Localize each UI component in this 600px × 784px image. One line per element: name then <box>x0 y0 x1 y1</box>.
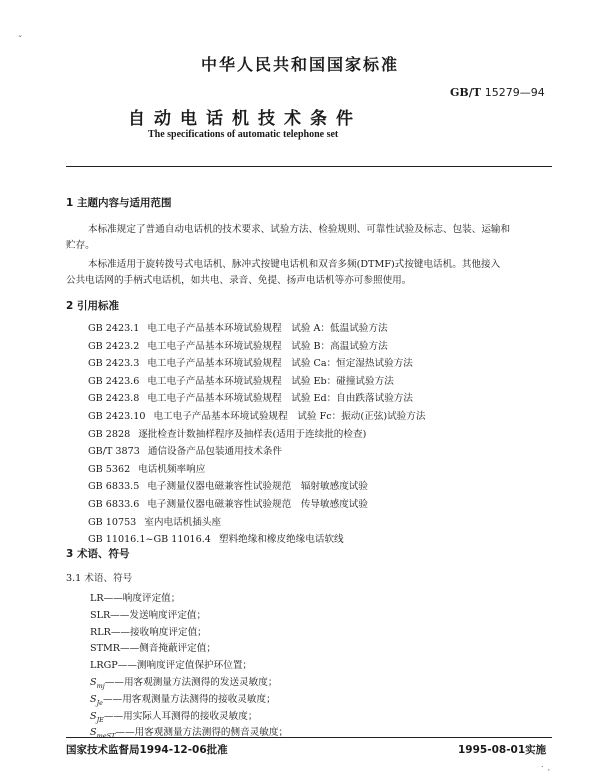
term-definition: ——发送响度评定值； <box>110 609 207 621</box>
term-item <box>90 624 207 638</box>
standard-code: 15279—94 <box>484 86 545 99</box>
reference-title: 电工电子产品基本环境试验规程 试验 Fc：振动(正弦)试验方法 <box>153 411 426 422</box>
reference-title: 电工电子产品基本环境试验规程 试验 Eb：碰撞试验方法 <box>147 375 394 387</box>
reference-item <box>88 390 413 404</box>
scan-mark-bottom: ˙ · <box>540 766 551 776</box>
reference-code: GB 6833.5 <box>88 481 140 493</box>
term-symbol: LRGP <box>90 660 118 672</box>
header-rule <box>66 166 552 167</box>
approval-date: 国家技术监督局1994-12-06批准 <box>66 744 228 756</box>
reference-title: 电话机频率响应 <box>138 463 206 475</box>
term-item <box>90 590 180 604</box>
term-subscript: mj <box>96 681 105 690</box>
reference-title: 逐批检查计数抽样程序及抽样表(适用于连续批的检查) <box>138 428 367 440</box>
section2-heading: 2 引用标准 <box>66 300 119 312</box>
section1-heading: 1 主题内容与适用范围 <box>66 197 172 209</box>
reference-item <box>88 531 344 545</box>
reference-code: GB 2828 <box>88 428 131 440</box>
reference-code: GB 2423.8 <box>88 393 140 405</box>
reference-code: GB/T 3873 <box>88 446 140 458</box>
reference-code: GB 2423.1 <box>88 323 140 334</box>
reference-title: 电工电子产品基本环境试验规程 试验 A：低温试验方法 <box>147 323 388 334</box>
term-item <box>90 691 276 707</box>
reference-title: 电工电子产品基本环境试验规程 试验 B：高温试验方法 <box>147 340 388 352</box>
term-item <box>90 708 257 724</box>
effective-date: 1995-08-01实施 <box>458 744 547 756</box>
term-subscript: meST <box>96 732 116 741</box>
reference-item <box>88 461 205 475</box>
term-definition: ——响度评定值； <box>103 593 181 604</box>
reference-item <box>88 514 221 528</box>
reference-title: 电子测量仪器电磁兼容性试验规范 辐射敏感度试验 <box>147 481 368 493</box>
term-item <box>90 674 277 690</box>
term-symbol: S <box>90 677 97 688</box>
reference-title: 电工电子产品基本环境试验规程 试验 Ed：自由跌落试验方法 <box>147 393 413 405</box>
section3-heading: 3 术语、符号 <box>66 548 130 560</box>
reference-item <box>88 320 388 334</box>
term-definition: ——用实际人耳测得的接收灵敏度； <box>103 710 258 722</box>
term-definition: ——测响度评定值保护环位置； <box>117 660 253 672</box>
reference-code: GB 2423.3 <box>88 358 140 370</box>
reference-title: 电工电子产品基本环境试验规程 试验 Ca：恒定湿热试验方法 <box>147 358 413 370</box>
reference-title: 电子测量仪器电磁兼容性试验规范 传导敏感度试验 <box>147 499 368 510</box>
reference-item <box>88 496 368 510</box>
section3-1-heading: 3.1 术语、符号 <box>66 573 133 584</box>
reference-item <box>88 355 413 369</box>
term-symbol: S <box>90 710 97 722</box>
section1-para1-line2: 贮存。 <box>66 240 95 251</box>
term-subscript: JE <box>96 715 104 724</box>
reference-item <box>88 408 425 422</box>
term-subscript: Je <box>96 698 104 707</box>
section1-para1-line1: 本标准规定了普通自动电话机的技术要求、试验方法、检验规则、可靠性试验及标志、包装、运输和 <box>88 224 511 235</box>
reference-item <box>88 426 366 440</box>
term-definition: ——侧音掩蔽评定值； <box>120 643 216 655</box>
reference-item <box>88 478 368 492</box>
reference-item <box>88 373 394 387</box>
standard-number <box>450 86 545 99</box>
term-symbol: STMR <box>90 643 121 655</box>
term-definition: ——用客观测量方法测得的侧音灵敏度； <box>115 727 289 739</box>
term-symbol: S <box>90 693 97 705</box>
reference-item <box>88 338 388 352</box>
footer-rule <box>66 737 552 738</box>
reference-title: 通信设备产品包装通用技术条件 <box>147 446 283 458</box>
term-symbol: LR <box>90 593 104 604</box>
term-item <box>90 657 252 671</box>
term-symbol: S <box>90 727 97 739</box>
term-symbol: SLR <box>90 609 111 621</box>
term-definition: ——用客观测量方法测得的发送灵敏度； <box>104 677 278 688</box>
reference-code: GB 10753 <box>88 516 137 528</box>
term-definition: ——用客观测量方法测得的接收灵敏度； <box>103 693 276 705</box>
reference-code: GB 6833.6 <box>88 499 140 510</box>
section1-para2-line2: 公共电话网的手柄式电话机，如共电、录音、免提、扬声电话机等亦可参照使用。 <box>66 275 412 286</box>
term-symbol: RLR <box>90 626 111 638</box>
term-item <box>90 607 206 621</box>
document-title-en: The specifications of automatic telephone set <box>148 129 339 140</box>
scan-mark-top: ˇ <box>18 36 23 46</box>
reference-item <box>88 443 282 457</box>
reference-title: 室内电话机插头座 <box>144 516 222 528</box>
term-item <box>90 640 216 654</box>
reference-code: GB 2423.2 <box>88 340 140 352</box>
reference-code: GB 11016.1~GB 11016.4 <box>88 534 211 546</box>
organization-title: 中华人民共和国国家标准 <box>200 55 399 74</box>
reference-code: GB 5362 <box>88 463 131 475</box>
section1-para2-line1: 本标准适用于旋转拨号式电话机、脉冲式按键电话机和双音多频(DTMF)式按键电话机。其他接入 <box>88 259 501 270</box>
document-title-cn: 自动电话机技术条件 <box>128 109 362 129</box>
reference-code: GB 2423.6 <box>88 375 140 387</box>
reference-code: GB 2423.10 <box>88 411 146 422</box>
reference-title: 塑料绝缘和橡皮绝缘电话软线 <box>218 534 344 546</box>
term-definition: ——接收响度评定值； <box>110 626 207 638</box>
standard-prefix: GB/T <box>450 86 481 99</box>
